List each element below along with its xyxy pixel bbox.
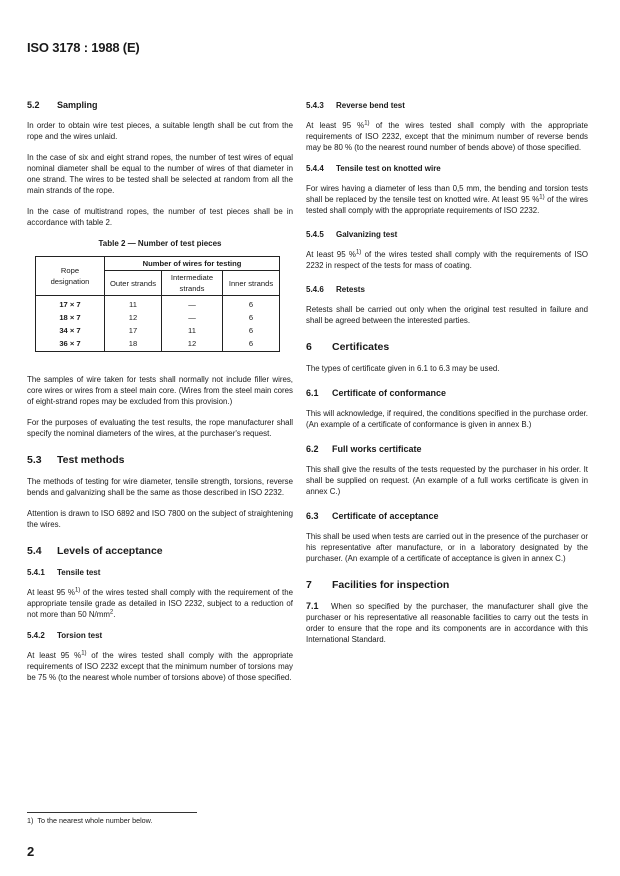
paragraph: This shall be used when tests are carried out in the presence of the purchaser or his representative after manufacture, or in a laboratory designated by the purchaser. (An example of a certificate of acceptance is given in annex C.) — [306, 532, 588, 563]
table-cell: 6 — [223, 337, 280, 352]
paragraph: For wires having a diameter of less than 0,5 mm, the bending and torsion tests shall be replaced by the tensile test on knotted wire. At least 95 %$^{1)}$ of the wires tested shall comply with the appropriate requirements of ISO 2232. — [306, 184, 588, 215]
table-cell: 17 × 7 — [36, 296, 105, 312]
section-5-4-2-heading: 5.4.2 Torsion test — [27, 631, 103, 640]
col-outer-header: Outer strands — [105, 271, 162, 296]
table-cell: 12 — [162, 337, 223, 352]
rope-designation-header: Rope designation — [36, 257, 105, 296]
table-cell: 6 — [223, 324, 280, 337]
section-5-4-4-heading: 5.4.4 Tensile test on knotted wire — [306, 164, 441, 173]
footnote-ref: 1) — [355, 249, 362, 256]
paragraph: At least 95 %$^{1)}$ of the wires tested shall comply with the requirements of ISO 2232 in respect of the tests for mass of coating. — [306, 249, 588, 270]
table-cell: — — [162, 296, 223, 312]
footnote: 1) To the nearest whole number below. — [27, 816, 153, 825]
section-6-heading: 6 Certificates — [306, 341, 390, 353]
footnote-ref: 1) — [539, 194, 545, 201]
table-cell: 34 × 7 — [36, 324, 105, 337]
table-cell: 36 × 7 — [36, 337, 105, 352]
paragraph: This shall give the results of the tests requested by the purchaser in his order. It shall be supplied on request. (An example of a full works certificate is given in annex C.) — [306, 465, 588, 496]
paragraph: In the case of multistrand ropes, the number of test pieces shall be in accordance with table 2. — [27, 207, 293, 227]
section-5-4-1-heading: 5.4.1 Tensile test — [27, 568, 101, 577]
paragraph: The methods of testing for wire diameter, tensile strength, torsions, reverse bends and galvanizing shall be the same as those described in ISO 2232. — [27, 477, 293, 497]
paragraph: At least 95 %$^{1)}$ of the wires tested shall comply with the appropriate requirements of ISO 2232, except that the minimum number of reverse bends may be 80 % (to the nearest round number of bends above) of those specified. — [306, 120, 588, 152]
paragraph: At least 95 %$^{1)}$ of the wires tested shall comply with the requirement of the appropriate tensile grade as detailed in ISO 2232, subject to a reduction of not more than 50 $N/mm^2$. — [27, 587, 293, 619]
table-cell: — — [162, 311, 223, 324]
table-cell: 6 — [223, 296, 280, 312]
section-5-4-6-heading: 5.4.6 Retests — [306, 285, 365, 294]
section-5-3-heading: 5.3 Test methods — [27, 454, 125, 466]
section-5-4-heading: 5.4 Levels of acceptance — [27, 545, 163, 557]
paragraph: For the purposes of evaluating the test results, the rope manufacturer shall specify the nominal diameters of the wires, at the purchaser's request. — [27, 418, 293, 438]
section-6-3-heading: 6.3 Certificate of acceptance — [306, 511, 439, 521]
footnote-divider — [27, 812, 197, 813]
paragraph: The samples of wire taken for tests shall normally not include filler wires, core wires or wires from a steel main core. (Wires from the steel main cores of eight-strand ropes may be excluded from this provision.) — [27, 375, 293, 406]
paragraph: In the case of six and eight strand ropes, the number of test wires of equal nominal diameter shall be equal to the number of wires of that diameter in one strand. The wires to be tested shall be selected at random from all the main strands of the rope. — [27, 153, 293, 195]
right-column — [306, 100, 588, 655]
footnote-ref: 1) — [364, 120, 370, 127]
footnote-ref: 1) — [74, 587, 81, 594]
section-7-heading: 7 Facilities for inspection — [306, 579, 450, 591]
paragraph: In order to obtain wire test pieces, a suitable length shall be cut from the rope and the wires unlaid. — [27, 121, 293, 141]
table-cell: 17 — [105, 324, 162, 337]
document-header: ISO 3178 : 1988 (E) — [27, 40, 140, 55]
section-5-4-5-heading: 5.4.5 Galvanizing test — [306, 230, 398, 239]
table-cell: 11 — [162, 324, 223, 337]
group-header: Number of wires for testing — [105, 257, 280, 271]
paragraph: This will acknowledge, if required, the conditions specified in the purchase order. (An example of a certificate of conformance is given in annex B.) — [306, 409, 588, 429]
footnote-ref: 1) — [81, 650, 87, 657]
section-5-2-heading: 5.2 Sampling — [27, 100, 98, 110]
paragraph: Attention is drawn to ISO 6892 and ISO 7800 on the subject of straightening the wires. — [27, 509, 293, 529]
table-caption: Table 2 — Number of test pieces — [98, 239, 222, 248]
left-column — [27, 100, 293, 693]
table-cell: 18 × 7 — [36, 311, 105, 324]
section-6-1-heading: 6.1 Certificate of conformance — [306, 388, 447, 398]
test-pieces-table — [35, 256, 280, 352]
table-cell: 6 — [223, 311, 280, 324]
paragraph: Retests shall be carried out only when the original test resulted in failure and shall be agreed between the interested parties. — [306, 305, 588, 325]
paragraph: The types of certificate given in 6.1 to 6.3 may be used. — [306, 364, 500, 373]
table-cell: 11 — [105, 296, 162, 312]
col-inner-header: Inner strands — [223, 271, 280, 296]
paragraph: At least 95 %$^{1)}$ of the wires tested shall comply with the appropriate requirements of ISO 2232 except that the minimum number of torsions may be 75 % (to the nearest whole number of torsions above) of those specified. — [27, 650, 293, 682]
section-6-2-heading: 6.2 Full works certificate — [306, 444, 422, 454]
paragraph: 7.1 When so specified by the purchaser, the manufacturer shall give the purchaser or his representative all reasonable facilities to carry out the tests in order to ensure that the rope and its components are in accordance with this International Standard. — [306, 601, 589, 644]
section-5-4-3-heading: 5.4.3 Reverse bend test — [306, 101, 405, 110]
page-number: 2 — [27, 844, 35, 859]
col-intermediate-header: Intermediate strands — [162, 271, 223, 296]
table-cell: 12 — [105, 311, 162, 324]
table-cell: 18 — [105, 337, 162, 352]
